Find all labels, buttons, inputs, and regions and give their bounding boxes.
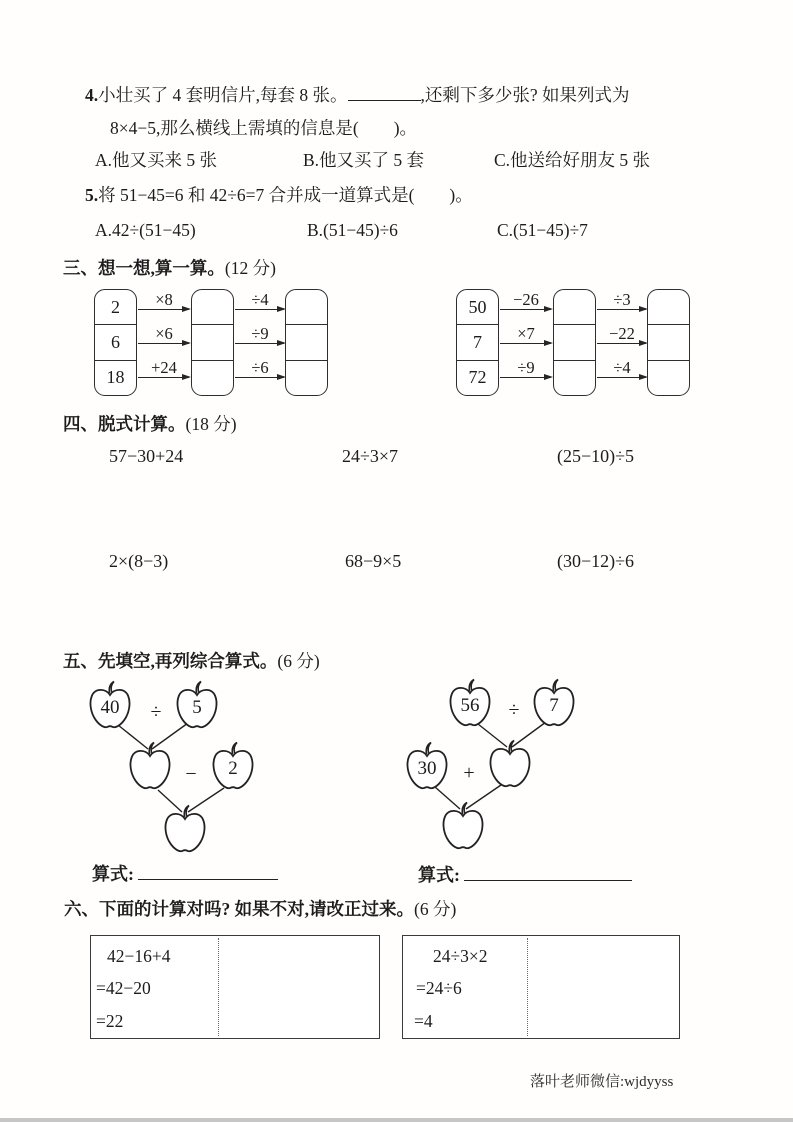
section-6-heading bbox=[64, 896, 456, 921]
equation-label: 算式: bbox=[92, 864, 134, 884]
question-4-number: 4. bbox=[85, 85, 99, 105]
question-5-text: 将 51−45=6 和 42÷6=7 合并成一道算式是( )。 bbox=[98, 185, 473, 205]
flow-cell-empty bbox=[648, 324, 689, 359]
expression: (25−10)÷5 bbox=[557, 446, 635, 466]
operation-label: ÷9 bbox=[517, 358, 535, 377]
equation-line-2 bbox=[418, 861, 632, 887]
operation-label: −26 bbox=[513, 290, 539, 309]
dotted-divider bbox=[218, 938, 219, 1036]
equation-label: 算式: bbox=[418, 865, 460, 885]
page-bottom-edge bbox=[0, 1118, 793, 1122]
expression: 57−30+24 bbox=[109, 446, 184, 466]
section-4-title: 四、脱式计算。 bbox=[63, 414, 186, 434]
work-line: =24÷6 bbox=[416, 978, 462, 998]
apple-node bbox=[210, 741, 256, 793]
question-5-option-a: A.42÷(51−45) bbox=[95, 220, 196, 240]
apple-value: 40 bbox=[100, 697, 120, 718]
flowchart-1 bbox=[94, 289, 328, 401]
flow-cell-empty bbox=[554, 290, 595, 324]
apple-node-empty bbox=[162, 804, 208, 856]
teacher-wechat-watermark: 落叶老师微信:wjdyyss bbox=[530, 1074, 674, 1090]
arrow-right-icon bbox=[500, 377, 551, 378]
apple-node bbox=[174, 680, 220, 732]
operator-sign: ÷ bbox=[508, 699, 520, 721]
apple-value: 2 bbox=[228, 758, 238, 779]
apple-node-empty bbox=[440, 801, 486, 853]
apple-node-empty bbox=[487, 739, 533, 791]
arrow-right-icon bbox=[597, 309, 646, 310]
operation-label: ×8 bbox=[155, 290, 173, 309]
expression: (30−12)÷6 bbox=[557, 551, 635, 571]
apple-value: 7 bbox=[549, 695, 559, 716]
apple-node bbox=[404, 741, 450, 793]
work-line: 24÷3×2 bbox=[433, 946, 488, 966]
flowchart-2-output-box bbox=[647, 289, 690, 396]
flow-cell-empty bbox=[286, 290, 327, 324]
question-4-text-pre: 小壮买了 4 套明信片,每套 8 张。 bbox=[98, 85, 348, 105]
question-4-line1 bbox=[85, 84, 630, 106]
work-line: =4 bbox=[414, 1011, 433, 1031]
arrow-right-icon bbox=[500, 343, 551, 344]
arrow-right-icon bbox=[597, 343, 646, 344]
flow-cell-empty bbox=[286, 324, 327, 359]
operator-sign: ÷ bbox=[150, 701, 162, 723]
flow-cell: 7 bbox=[457, 324, 498, 359]
work-line: =42−20 bbox=[96, 978, 151, 998]
expression: 2×(8−3) bbox=[109, 551, 169, 571]
question-5-option-c: C.(51−45)÷7 bbox=[497, 220, 588, 240]
answer-underline bbox=[138, 863, 278, 880]
flow-cell-empty bbox=[554, 360, 595, 395]
operation-label: ÷3 bbox=[613, 290, 631, 309]
section-4-points: (18 分) bbox=[185, 414, 237, 434]
question-4-option-a: A.他又买来 5 张 bbox=[95, 150, 218, 170]
flowchart-1-output-box bbox=[285, 289, 328, 396]
operator-sign: − bbox=[185, 763, 197, 785]
expression: 24÷3×7 bbox=[342, 446, 399, 466]
question-5-line bbox=[85, 184, 473, 206]
question-4-line2: 8×4−5,那么横线上需填的信息是( )。 bbox=[110, 118, 418, 138]
operation-label: ÷4 bbox=[251, 290, 269, 309]
apple-value: 30 bbox=[417, 758, 437, 779]
arrow-right-icon bbox=[235, 309, 284, 310]
section-4-heading bbox=[63, 411, 237, 436]
section-3-title: 三、想一想,算一算。 bbox=[63, 258, 225, 278]
apple-node bbox=[531, 678, 577, 730]
flowchart-1-input-box bbox=[94, 289, 137, 396]
flowchart-2-input-box bbox=[456, 289, 499, 396]
arrow-right-icon bbox=[138, 343, 189, 344]
question-4-option-c: C.他送给好朋友 5 张 bbox=[494, 150, 651, 170]
arrow-right-icon bbox=[235, 377, 284, 378]
section-6-title: 六、下面的计算对吗? 如果不对,请改正过来。 bbox=[64, 899, 414, 919]
question-5-option-b: B.(51−45)÷6 bbox=[307, 220, 398, 240]
flowchart-1-middle-box bbox=[191, 289, 234, 396]
operation-label: +24 bbox=[151, 358, 177, 377]
apple-value: 56 bbox=[460, 695, 480, 716]
operation-label: ÷9 bbox=[251, 324, 269, 343]
work-line: =22 bbox=[96, 1011, 124, 1031]
apple-node bbox=[87, 680, 133, 732]
flow-cell: 2 bbox=[111, 296, 120, 317]
section-5-points: (6 分) bbox=[277, 651, 320, 671]
question-5-number: 5. bbox=[85, 185, 99, 205]
work-line: 42−16+4 bbox=[107, 946, 171, 966]
arrow-right-icon bbox=[597, 377, 646, 378]
section-5-title: 五、先填空,再列综合算式。 bbox=[63, 651, 278, 671]
answer-underline bbox=[464, 864, 632, 881]
expression: 68−9×5 bbox=[345, 551, 402, 571]
apple-node bbox=[447, 678, 493, 730]
flow-cell: 6 bbox=[95, 324, 136, 359]
flow-cell-empty bbox=[286, 360, 327, 395]
arrow-right-icon bbox=[138, 377, 189, 378]
flowchart-2-middle-box bbox=[553, 289, 596, 396]
question-4-option-b: B.他又买了 5 套 bbox=[303, 150, 425, 170]
flow-cell: 72 bbox=[457, 360, 498, 395]
flow-cell-empty bbox=[648, 290, 689, 324]
operation-label: ×6 bbox=[155, 324, 173, 343]
operation-label: ×7 bbox=[517, 324, 535, 343]
arrow-right-icon bbox=[138, 309, 189, 310]
flow-cell-empty bbox=[554, 324, 595, 359]
section-5-heading bbox=[63, 648, 320, 673]
flow-cell: 50 bbox=[468, 296, 487, 317]
arrow-right-icon bbox=[235, 343, 284, 344]
dotted-divider bbox=[527, 938, 528, 1036]
section-3-heading bbox=[63, 255, 276, 280]
flow-cell: 18 bbox=[95, 360, 136, 395]
flowchart-2 bbox=[456, 289, 690, 401]
section-6-points: (6 分) bbox=[414, 899, 457, 919]
operation-label: ÷4 bbox=[613, 358, 631, 377]
question-4-text-post: ,还剩下多少张? 如果列式为 bbox=[420, 85, 630, 105]
flow-cell-empty bbox=[648, 360, 689, 395]
operator-sign: + bbox=[463, 762, 475, 784]
apple-node-empty bbox=[127, 741, 173, 793]
operation-label: −22 bbox=[609, 324, 635, 343]
operation-label: ÷6 bbox=[251, 358, 269, 377]
blank-underline bbox=[348, 85, 421, 101]
arrow-right-icon bbox=[500, 309, 551, 310]
check-box-1 bbox=[90, 935, 380, 1039]
check-box-2 bbox=[402, 935, 680, 1039]
apple-value: 5 bbox=[192, 697, 202, 718]
equation-line-1 bbox=[92, 860, 278, 886]
flow-cell-empty bbox=[192, 324, 233, 359]
flow-cell-empty bbox=[192, 360, 233, 395]
section-3-points: (12 分) bbox=[224, 258, 276, 278]
flow-cell-empty bbox=[192, 290, 233, 324]
